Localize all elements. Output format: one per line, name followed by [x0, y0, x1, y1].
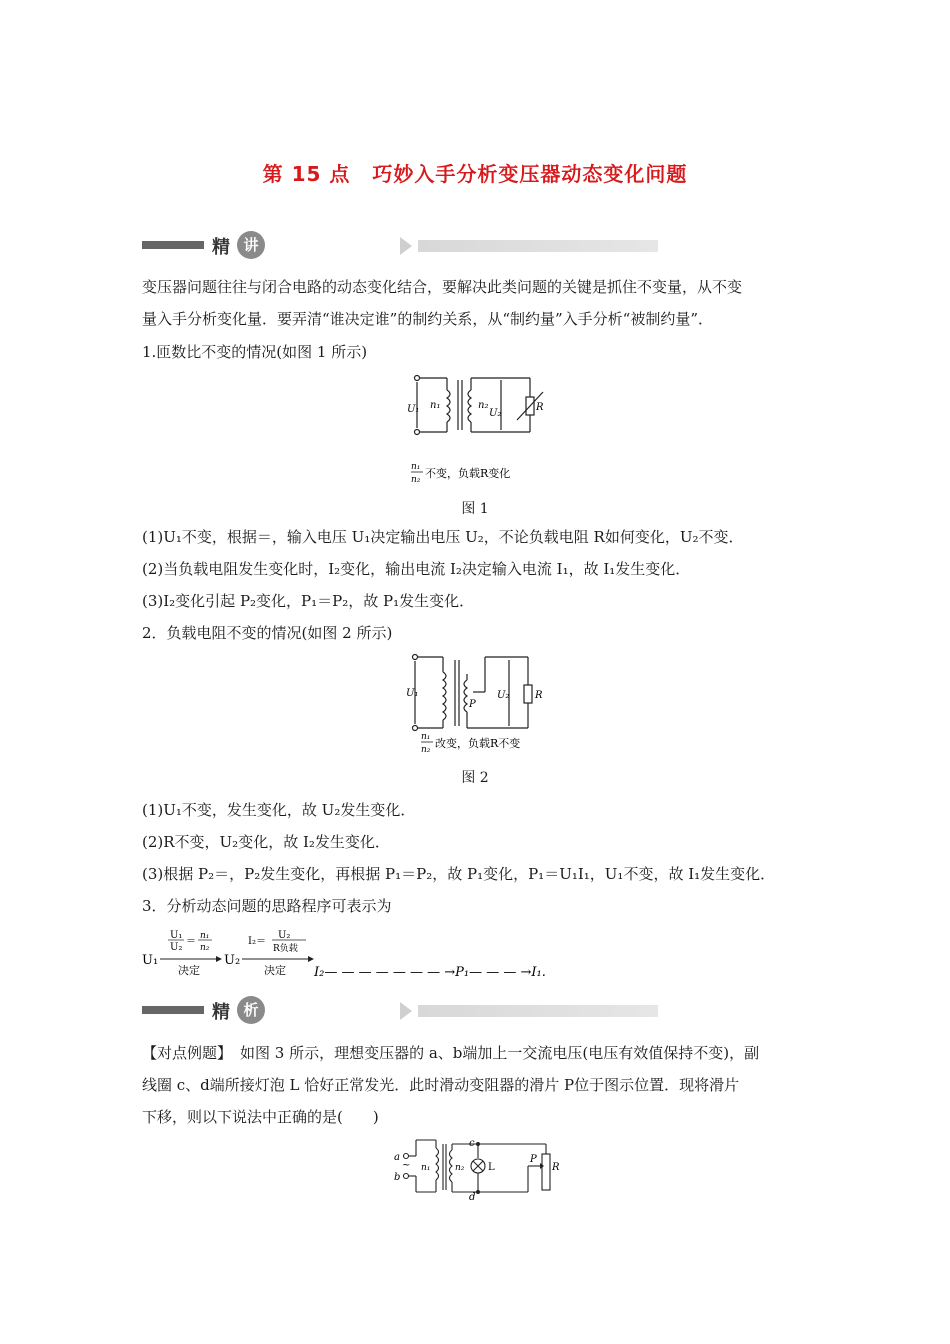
svg-text:U₂: U₂: [170, 942, 183, 953]
example-line-1: [142, 1042, 822, 1064]
svg-text:R: R: [536, 402, 544, 413]
svg-text:R负载: R负载: [273, 944, 298, 954]
title-text: 巧妙入手分析变压器动态变化问题: [372, 162, 688, 186]
case1-item-3: (3)I₂变化引起 P₂变化，P₁＝P₂，故 P₁发生变化．: [142, 592, 475, 610]
svg-text:P: P: [530, 1154, 537, 1165]
svg-text:U₂: U₂: [489, 408, 502, 419]
section-badge: 讲: [237, 231, 265, 259]
svg-text:n₁: n₁: [200, 931, 210, 941]
case3-heading: 3．分析动态问题的思路程序可表示为: [142, 897, 392, 915]
intro-line-1: 变压器问题往往与闭合电路的动态变化结合，要解决此类问题的关键是抓住不变量，从不变: [142, 278, 743, 296]
figure-1-circuit: [405, 372, 555, 490]
svg-text:U₁: U₁: [407, 404, 420, 415]
example-text-1: 如图 3 所示，理想变压器的 a、b端加上一交流电压(电压有效值保持不变)，副: [240, 1044, 760, 1062]
svg-text:U₁: U₁: [170, 930, 183, 941]
svg-text:b: b: [394, 1172, 401, 1183]
flow-chain: I₂— — — — — — — →P₁— — — →I₁.: [314, 965, 546, 980]
fig2-note: 改变，负载R不变: [435, 737, 521, 750]
svg-text:n₂: n₂: [478, 400, 489, 411]
case2-heading: 2．负载电阻不变的情况(如图 2 所示): [142, 624, 393, 642]
intro-line-2: 量入手分析变化量．要弄清“谁决定谁”的制约关系，从“制约量”入手分析“被制约量”．: [142, 310, 714, 328]
section-bar: [142, 1006, 204, 1014]
flow-decide-2: 决定: [264, 964, 286, 977]
svg-text:d: d: [469, 1192, 476, 1200]
svg-text:n₂: n₂: [455, 1163, 465, 1173]
figure-2-circuit: [405, 652, 555, 754]
case2-item-3: (3)根据 P₂＝，P₂发生变化，再根据 P₁＝P₂，故 P₁变化，P₁＝U₁I₁，U₁不变，故 I₁发生变化．: [142, 865, 776, 883]
section-label: 精: [212, 237, 230, 258]
section-bar-right: [418, 240, 658, 252]
section-badge: 析: [237, 996, 265, 1024]
flow-decide-1: 决定: [178, 964, 200, 977]
svg-text:R: R: [552, 1162, 560, 1173]
svg-text:n₂: n₂: [421, 745, 431, 754]
svg-text:P: P: [469, 699, 476, 710]
svg-text:n₁: n₁: [421, 732, 431, 742]
section-bar: [142, 241, 204, 249]
svg-text:n₁: n₁: [411, 462, 421, 472]
svg-text:U₂: U₂: [497, 690, 510, 701]
section-header-jingjiang: [142, 232, 517, 258]
svg-text:n₁: n₁: [430, 400, 441, 411]
flow-diagram: [142, 926, 572, 980]
figure-2-caption: 图 2: [461, 770, 489, 786]
svg-text:＝: ＝: [186, 936, 196, 947]
svg-text:U₂: U₂: [278, 930, 291, 941]
figure-3-circuit: [388, 1136, 564, 1200]
arrow-icon: [400, 237, 412, 255]
case1-item-2: (2)当负载电阻发生变化时，I₂变化，输出电流 I₂决定输入电流 I₁，故 I₁发生变化．: [142, 560, 691, 578]
fig1-note: 不变，负载R变化: [425, 467, 511, 480]
svg-text:n₂: n₂: [411, 475, 421, 485]
svg-text:I₂＝: I₂＝: [248, 936, 266, 947]
svg-text:U₁: U₁: [406, 688, 419, 699]
arrow-icon: [400, 1002, 412, 1020]
svg-text:n₂: n₂: [200, 943, 210, 953]
figure-1-caption: 图 1: [461, 501, 489, 517]
flow-u2: U₂: [224, 953, 241, 968]
section-label: 精: [212, 1002, 230, 1023]
section-bar-right: [418, 1005, 658, 1017]
case1-heading: 1.匝数比不变的情况(如图 1 所示): [142, 343, 368, 361]
example-tag: 【对点例题】: [142, 1044, 233, 1062]
svg-text:c: c: [469, 1138, 475, 1149]
flow-u1: U₁: [142, 953, 159, 968]
svg-text:a: a: [394, 1152, 400, 1163]
svg-text:L: L: [488, 1162, 495, 1173]
svg-text:R: R: [535, 690, 543, 701]
example-line-2: 线圈 c、d端所接灯泡 L 恰好正常发光．此时滑动变阻器的滑片 P位于图示位置．现将滑片: [142, 1076, 740, 1094]
example-line-3: 下移，则以下说法中正确的是( ): [142, 1108, 379, 1126]
case1-item-1: (1)U₁不变，根据＝，输入电压 U₁决定输出电压 U₂，不论负载电阻 R如何变化，U₂不变．: [142, 528, 744, 546]
section-header-jingxi: [142, 997, 517, 1023]
page-title: [0, 158, 950, 187]
case2-item-2: (2)R不变，U₂变化，故 I₂发生变化．: [142, 833, 390, 851]
case2-item-1: (1)U₁不变，发生变化，故 U₂发生变化．: [142, 801, 416, 819]
title-number: 第 15 点: [262, 162, 351, 186]
svg-text:~: ~: [402, 1160, 411, 1171]
svg-text:n₁: n₁: [421, 1163, 431, 1173]
